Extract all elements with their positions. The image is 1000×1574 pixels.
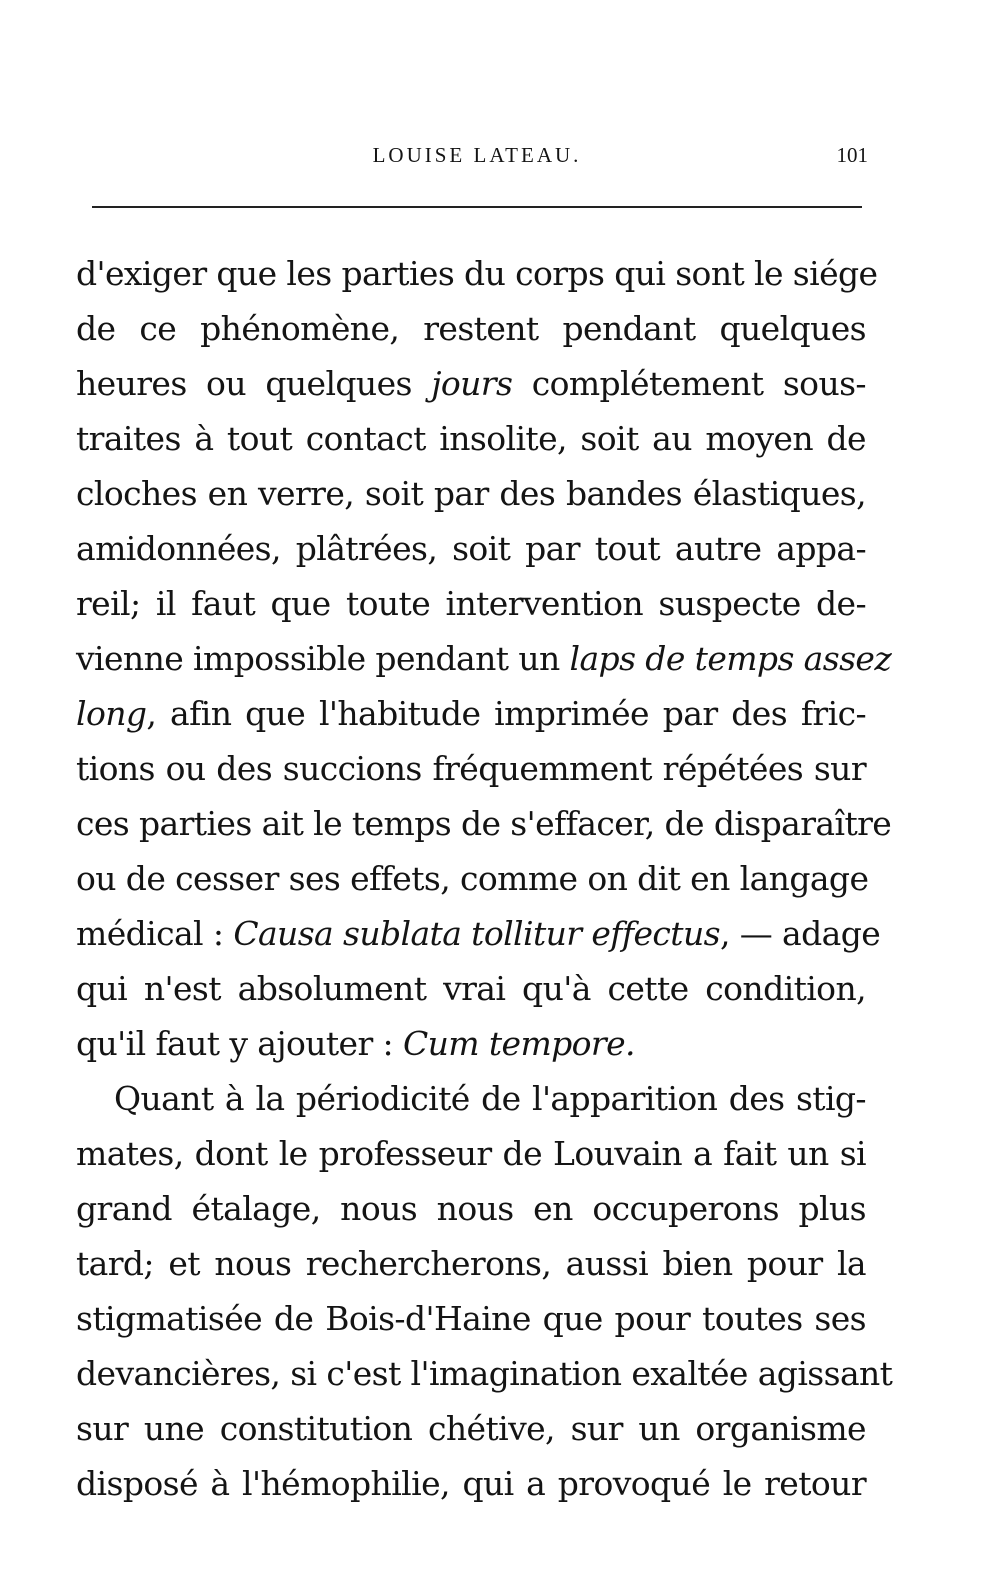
text-line [76, 301, 866, 356]
text-segment: médical : [76, 914, 234, 953]
text-line [76, 796, 892, 851]
text-line [76, 1071, 866, 1126]
paragraph [76, 1071, 893, 1511]
text-line [76, 686, 866, 741]
text-line [76, 466, 866, 521]
text-line [76, 741, 866, 796]
text-line [76, 1126, 866, 1181]
text-segment: heures ou quelques [76, 364, 432, 403]
text-line [76, 851, 869, 906]
italic-text: Causa sublata tollitur effectus [233, 914, 720, 953]
text-segment: stigmatisée de Bois-d'Haine que pour toutes ses [76, 1299, 866, 1338]
text-line [76, 411, 866, 466]
italic-text: laps de temps assez [569, 639, 892, 678]
paragraph [76, 246, 892, 1071]
header-rule [92, 206, 862, 208]
text-line [76, 1456, 866, 1511]
text-line [76, 1346, 893, 1401]
text-segment: vienne impossible pendant un [76, 639, 570, 678]
text-line [76, 576, 866, 631]
text-line [76, 1291, 866, 1346]
italic-text: Cum tempore. [402, 1024, 635, 1063]
text-segment: tard; et nous rechercherons, aussi bien pour la [76, 1244, 866, 1283]
text-segment: d'exiger que les parties du corps qui sont le siége [76, 254, 878, 293]
text-segment: cloches en verre, soit par des bandes élastiques, [76, 474, 866, 513]
text-segment: Quant à la périodicité de l'apparition des stig- [114, 1079, 866, 1118]
text-segment: amidonnées, plâtrées, soit par tout autre appa- [76, 529, 866, 568]
text-segment: qu'il faut y ajouter : [76, 1024, 403, 1063]
text-segment: de ce phénomène, restent pendant quelques [76, 309, 866, 348]
running-title: LOUISE LATEAU. [372, 143, 582, 167]
text-segment: ces parties ait le temps de s'effacer, de disparaître [76, 804, 892, 843]
text-line [76, 1401, 866, 1456]
text-line [76, 1181, 866, 1236]
text-segment: , afin que l'habitude imprimée par des fric- [146, 694, 866, 733]
italic-text: long [76, 694, 147, 733]
text-line [76, 246, 878, 301]
text-segment: tions ou des succions fréquemment répétées sur [76, 749, 866, 788]
text-line [76, 906, 881, 961]
text-line [76, 631, 892, 686]
text-segment: traites à tout contact insolite, soit au moyen de [76, 419, 866, 458]
body-text [76, 246, 893, 1511]
text-segment: sur une constitution chétive, sur un organisme [76, 1409, 866, 1448]
text-line [76, 1236, 866, 1291]
text-line [76, 1016, 866, 1071]
text-segment: devancières, si c'est l'imagination exaltée agissant [76, 1354, 893, 1393]
text-segment: qui n'est absolument vrai qu'à cette condition, [76, 969, 866, 1008]
text-segment: complétement sous- [512, 364, 866, 403]
italic-text: jours [431, 364, 513, 403]
text-segment: grand étalage, nous nous en occuperons plus [76, 1189, 866, 1228]
text-line [76, 521, 866, 576]
text-segment: , — adage [719, 914, 881, 953]
running-head [92, 143, 868, 179]
text-segment: mates, dont le professeur de Louvain a fait un si [76, 1134, 866, 1173]
text-line [76, 356, 866, 411]
page-number: 101 [836, 143, 868, 167]
text-segment: disposé à l'hémophilie, qui a provoqué le retour [76, 1464, 866, 1503]
text-line [76, 961, 866, 1016]
text-segment: ou de cesser ses effets, comme on dit en langage [76, 859, 869, 898]
text-segment: reil; il faut que toute intervention suspecte de- [76, 584, 866, 623]
